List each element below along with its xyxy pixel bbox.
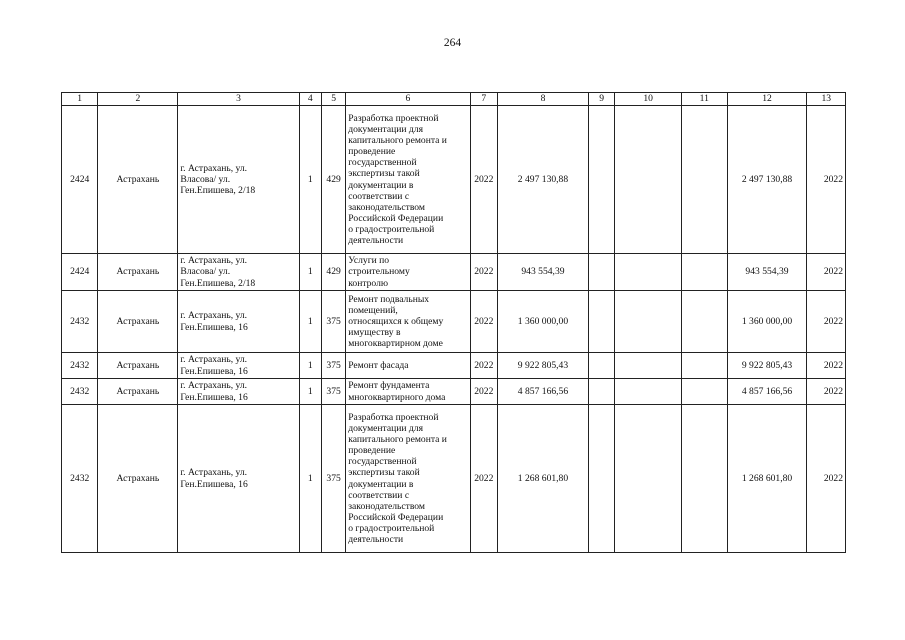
col5-cell: 429 — [321, 254, 345, 291]
year-cell: 2022 — [470, 353, 497, 379]
total-cost-cell: 1 360 000,00 — [727, 291, 807, 353]
col11-cell — [682, 106, 728, 254]
column-header: 7 — [470, 93, 497, 106]
cell-line: Разработка проектной — [348, 411, 439, 423]
completion-year-cell: 2022 — [807, 353, 846, 379]
cell-line: имуществу в — [348, 327, 401, 339]
cost-cell: 4 857 166,56 — [497, 379, 588, 405]
cell-line: г. Астрахань, ул. — [180, 380, 248, 392]
address-cell — [178, 379, 299, 405]
year-cell: 2022 — [470, 291, 497, 353]
col4-cell: 1 — [299, 254, 321, 291]
col11-cell — [682, 379, 728, 405]
address-cell — [178, 405, 299, 553]
year-cell: 2022 — [470, 405, 497, 553]
col10-cell — [615, 405, 682, 553]
year-cell: 2022 — [470, 106, 497, 254]
cell-line: о градостроительной — [348, 223, 435, 235]
cell-line: г. Астрахань, ул. — [180, 162, 248, 174]
table-row — [62, 254, 846, 291]
col4-cell: 1 — [299, 405, 321, 553]
header-row — [62, 93, 846, 106]
col11-cell — [682, 353, 728, 379]
col9-cell — [588, 379, 614, 405]
cell-line: г. Астрахань, ул. — [180, 467, 248, 479]
cell-line: законодательством — [348, 500, 425, 512]
city-cell: Астрахань — [98, 291, 178, 353]
cell-line: Власова/ ул. — [180, 173, 231, 185]
cell-line: строительному — [348, 266, 410, 278]
city-cell: Астрахань — [98, 379, 178, 405]
cell-line: Ген.Епишева, 2/18 — [180, 185, 256, 197]
region-code-cell: 2432 — [62, 405, 98, 553]
work-description-cell — [346, 291, 470, 353]
address-cell — [178, 254, 299, 291]
work-description-cell — [346, 353, 470, 379]
col9-cell — [588, 254, 614, 291]
col10-cell — [615, 353, 682, 379]
column-header: 9 — [588, 93, 614, 106]
column-header: 8 — [497, 93, 588, 106]
cell-line: г. Астрахань, ул. — [180, 255, 248, 267]
cell-line: экспертизы такой — [348, 467, 420, 479]
col11-cell — [682, 291, 728, 353]
total-cost-cell: 9 922 805,43 — [727, 353, 807, 379]
column-header: 10 — [615, 93, 682, 106]
city-cell: Астрахань — [98, 353, 178, 379]
cell-line: законодательством — [348, 201, 425, 213]
column-header: 2 — [98, 93, 178, 106]
cell-line: г. Астрахань, ул. — [180, 310, 248, 322]
column-header: 12 — [727, 93, 807, 106]
table-row — [62, 379, 846, 405]
cell-line: многоквартирного дома — [348, 391, 446, 403]
cell-line: г. Астрахань, ул. — [180, 354, 248, 366]
cell-line: Российской Федерации — [348, 212, 444, 224]
cell-line: деятельности — [348, 533, 404, 545]
cell-line: Разработка проектной — [348, 112, 439, 124]
col5-cell: 375 — [321, 291, 345, 353]
cell-line: относящихся к общему — [348, 315, 444, 327]
col11-cell — [682, 405, 728, 553]
col10-cell — [615, 379, 682, 405]
table-row — [62, 405, 846, 553]
year-cell: 2022 — [470, 254, 497, 291]
cell-line: деятельности — [348, 234, 404, 246]
region-code-cell: 2424 — [62, 254, 98, 291]
total-cost-cell: 2 497 130,88 — [727, 106, 807, 254]
cell-line: Услуги по — [348, 255, 390, 267]
col11-cell — [682, 254, 728, 291]
col9-cell — [588, 353, 614, 379]
cell-line: капитального ремонта и — [348, 434, 447, 446]
cell-line: соответствии с — [348, 489, 410, 501]
city-cell: Астрахань — [98, 405, 178, 553]
cell-line: документации в — [348, 478, 414, 490]
column-header: 13 — [807, 93, 846, 106]
cell-line: Ремонт фундамента — [348, 380, 430, 392]
table-row — [62, 291, 846, 353]
col10-cell — [615, 291, 682, 353]
cost-cell: 943 554,39 — [497, 254, 588, 291]
repair-program-table — [61, 92, 846, 553]
work-description-cell — [346, 379, 470, 405]
col9-cell — [588, 106, 614, 254]
col4-cell: 1 — [299, 379, 321, 405]
year-cell: 2022 — [470, 379, 497, 405]
region-code-cell: 2424 — [62, 106, 98, 254]
region-code-cell: 2432 — [62, 379, 98, 405]
completion-year-cell: 2022 — [807, 405, 846, 553]
cell-line: капитального ремонта и — [348, 135, 447, 147]
col10-cell — [615, 254, 682, 291]
cell-line: документации для — [348, 124, 424, 136]
cost-cell: 9 922 805,43 — [497, 353, 588, 379]
col5-cell: 375 — [321, 405, 345, 553]
work-description-cell — [346, 106, 470, 254]
total-cost-cell: 1 268 601,80 — [727, 405, 807, 553]
cell-line: государственной — [348, 456, 417, 468]
work-description-cell — [346, 405, 470, 553]
completion-year-cell: 2022 — [807, 291, 846, 353]
col4-cell: 1 — [299, 353, 321, 379]
cost-cell: 2 497 130,88 — [497, 106, 588, 254]
col4-cell: 1 — [299, 291, 321, 353]
cell-line: Ген.Епишева, 16 — [180, 391, 248, 403]
col5-cell: 375 — [321, 353, 345, 379]
region-code-cell: 2432 — [62, 291, 98, 353]
col5-cell: 375 — [321, 379, 345, 405]
cell-line: о градостроительной — [348, 522, 435, 534]
address-cell — [178, 291, 299, 353]
cell-line: соответствии с — [348, 190, 410, 202]
city-cell: Астрахань — [98, 254, 178, 291]
table-row — [62, 106, 846, 254]
table-row — [62, 353, 846, 379]
cell-line: Власова/ ул. — [180, 266, 231, 278]
cell-line: контролю — [348, 277, 389, 289]
work-description-cell — [346, 254, 470, 291]
cell-line: многоквартирном доме — [348, 338, 443, 350]
region-code-cell: 2432 — [62, 353, 98, 379]
completion-year-cell: 2022 — [807, 254, 846, 291]
city-cell: Астрахань — [98, 106, 178, 254]
column-header: 3 — [178, 93, 299, 106]
completion-year-cell: 2022 — [807, 106, 846, 254]
cell-line: Ген.Епишева, 16 — [180, 321, 248, 333]
total-cost-cell: 4 857 166,56 — [727, 379, 807, 405]
page-number: 264 — [443, 37, 462, 49]
cell-line: проведение — [348, 146, 396, 158]
cell-line: документации в — [348, 179, 414, 191]
cost-cell: 1 268 601,80 — [497, 405, 588, 553]
cell-line: экспертизы такой — [348, 168, 420, 180]
column-header: 5 — [321, 93, 345, 106]
column-header: 6 — [346, 93, 470, 106]
col9-cell — [588, 405, 614, 553]
col4-cell: 1 — [299, 106, 321, 254]
cell-line: документации для — [348, 423, 424, 435]
cell-line: Ген.Епишева, 16 — [180, 478, 248, 490]
table-body — [62, 106, 846, 553]
cell-line: Ремонт подвальных — [348, 293, 430, 305]
cell-line: проведение — [348, 445, 396, 457]
cell-line: государственной — [348, 157, 417, 169]
col10-cell — [615, 106, 682, 254]
col5-cell: 429 — [321, 106, 345, 254]
total-cost-cell: 943 554,39 — [727, 254, 807, 291]
cell-line: помещений, — [348, 304, 398, 316]
col9-cell — [588, 291, 614, 353]
cost-cell: 1 360 000,00 — [497, 291, 588, 353]
completion-year-cell: 2022 — [807, 379, 846, 405]
address-cell — [178, 353, 299, 379]
column-header: 1 — [62, 93, 98, 106]
cell-line: Ген.Епишева, 16 — [180, 365, 248, 377]
cell-line: Ремонт фасада — [348, 359, 409, 371]
column-header: 11 — [682, 93, 728, 106]
cell-line: Российской Федерации — [348, 511, 444, 523]
column-header: 4 — [299, 93, 321, 106]
cell-line: Ген.Епишева, 2/18 — [180, 277, 256, 289]
address-cell — [178, 106, 299, 254]
